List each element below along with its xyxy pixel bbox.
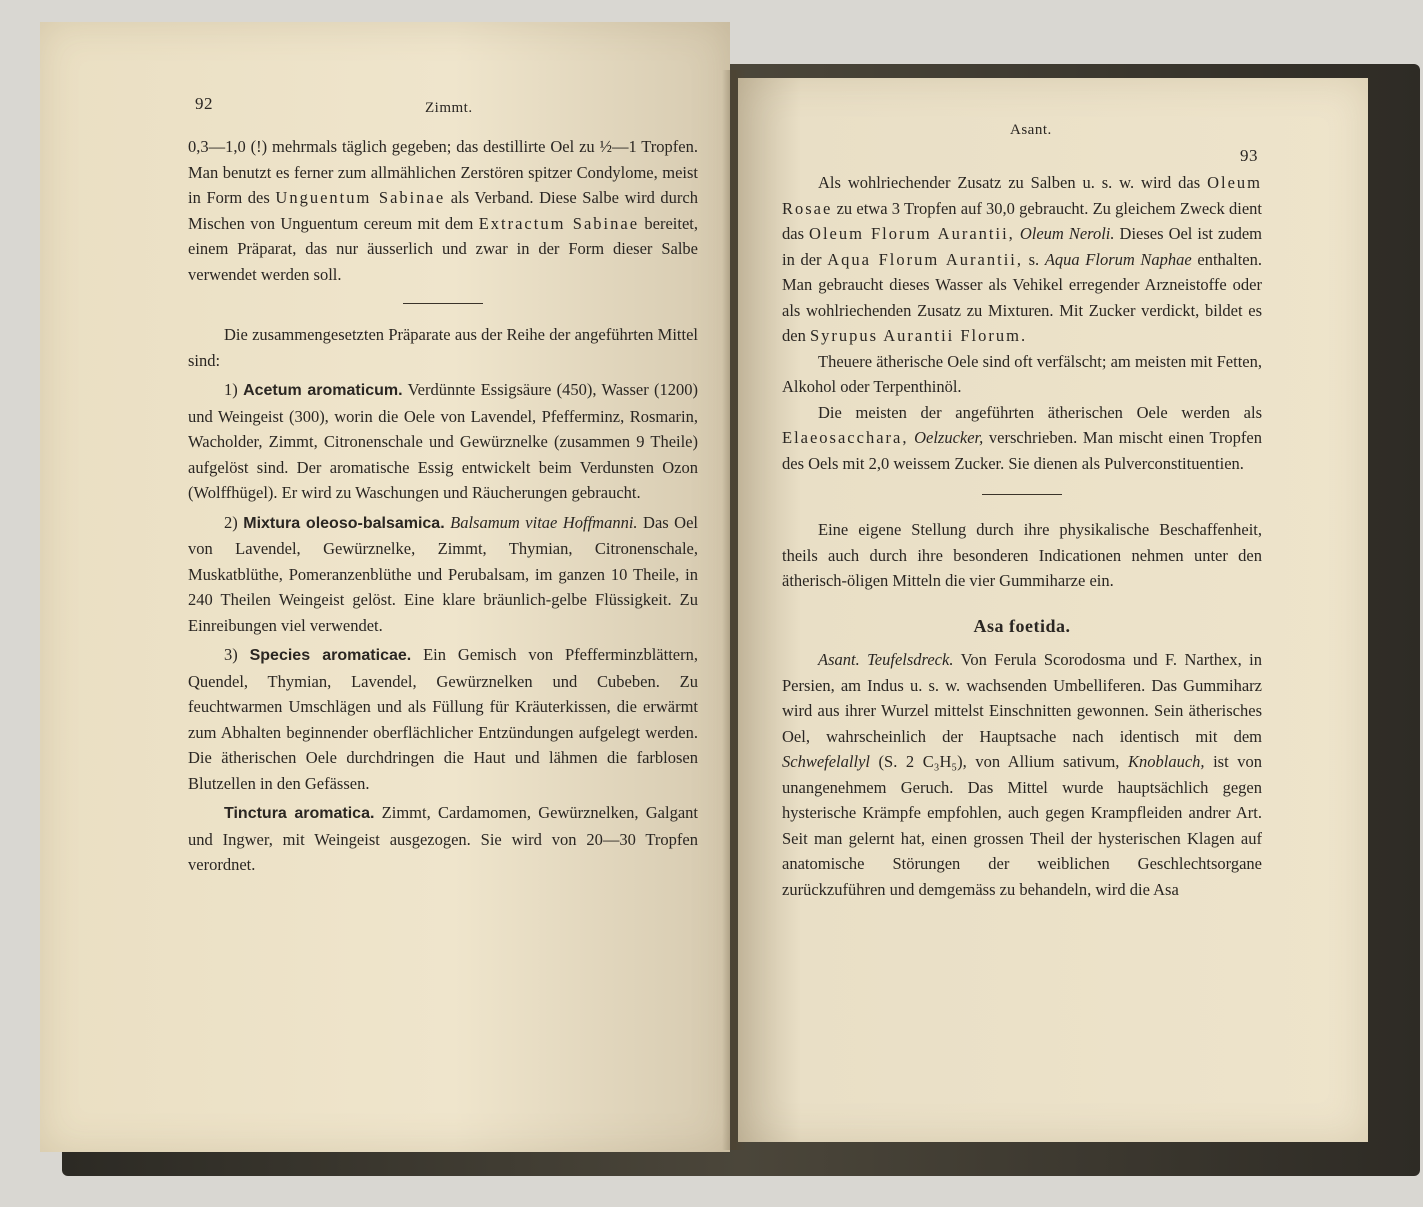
left-page [40,22,730,1152]
page-number: 93 [1240,146,1258,165]
opening-paragraph: 0,3—1,0 (!) mehrmals täglich gegeben; das destillirte Oel zu ½—1 Tropfen. Man benutzt es ferner zum allmählichen Zerstören spitzer Condylome, meist in Form des Unguentum Sabinae als Verband. Diese Salbe wird durch Mischen von Unguentum cereum mit dem Extractum Sabinae bereitet, einem Präparat, das nur äusserlich und zwar in der Form dieser Salbe verwendet werden soll. [188,137,698,284]
list-item: Tinctura aromatica. Zimmt, Cardamomen, Gewürznelken, Galgant und Ingwer, mit Weingeist ausgezogen. Sie wird von 20—30 Tropfen verordnet. [188,803,699,874]
paragraph: Eine eigene Stellung durch ihre physikalische Beschaffenheit, theils auch durch ihre besonderen Indicationen nehmen unter den ätherisch-öligen Mitteln die vier Gummiharze ein. [782,520,1262,590]
left-page-body [188,134,698,878]
paragraph: Als wohlriechender Zusatz zu Salben u. s. w. wird das Oleum Rosae zu etwa 3 Tropfen auf 30,0 gebraucht. Zu gleichem Zweck dient das Oleum Florum Aurantii, Oleum Neroli. Dieses Oel ist zudem in der Aqua Florum Aurantii, s. Aqua Florum Naphae enthalten. Man gebraucht dieses Wasser als Vehikel erregender Arzneistoffe oder als wohlriechenden Zusatz zu Mixturen. Mit Zucker verdickt, bildet es den Syrupus Aurantii Florum. [782,173,1263,345]
section-divider [982,494,1062,495]
page-number: 92 [195,94,213,113]
paragraph: Die meisten der angeführten ätherischen Oele werden als Elaeosacchara, Oelzucker, verschrieben. Man mischt einen Tropfen des Oels mit 2,0 weissem Zucker. Sie dienen als Pulverconstituentien. [782,402,1263,473]
list-item: 1) Acetum aromaticum. Verdünnte Essigsäure (450), Wasser (1200) und Weingeist (300), worin die Oele von Lavendel, Pfefferminz, Rosmarin, Wacholder, Zimmt, Citronenschale und Gewürznelke (zusammen 9 Theile) aufgelöst sind. Der aromatische Essig entwickelt beim Verdunsten Ozon (Wolffhügel). Er wird zu Waschungen und Räucherungen gebraucht. [188,380,699,502]
list-item: 2) Mixtura oleoso-balsamica. Balsamum vitae Hoffmanni. Das Oel von Lavendel, Gewürznelke, Zimmt, Thymian, Citronenschale, Muskatblüthe, Pomeranzenblüthe und Perubalsam, im ganzen 10 Theile, in 240 Theilen Weingeist gelöst. Eine klare bräunlich-gelbe Flüssigkeit. Zu Einreibungen viel verwendet. [188,512,698,635]
section-divider [403,303,483,304]
running-head: Zimmt. [425,100,473,116]
intro-paragraph: Die zusammengesetzten Präparate aus der Reihe der angeführten Mittel sind: [188,325,698,370]
right-page [738,78,1368,1142]
section-heading: Asa foetida. [973,615,1071,636]
right-page-body [782,170,1262,902]
paragraph: Asant. Teufelsdreck. Von Ferula Scorodosma und F. Narthex, in Persien, am Indus u. s. w. wachsenden Umbelliferen. Das Gummiharz wird aus ihrer Wurzel mittelst Einschnitten gewonnen. Sein ätherisches Oel, wahrscheinlich der Hauptsache nach identisch mit dem Schwefelallyl (S. 2 C₃H₅), von Allium sativum, Knoblauch, ist von unangenehmem Geruch. Das Mittel wurde hauptsächlich gegen hysterische Krämpfe empfohlen, auch gegen Krampfleiden andrer Art. Seit man gelernt hat, einen grossen Theil der hysterischen Klagen auf anatomische Störungen der weiblichen Geschlechtsorgane zurückzuführen und demgemäss zu behandeln, wird die Asa [782,650,1262,899]
paragraph: Theuere ätherische Oele sind oft verfälscht; am meisten mit Fetten, Alkohol oder Terpenthinöl. [782,351,1262,396]
list-item: 3) Species aromaticae. Ein Gemisch von Pfefferminzblättern, Quendel, Thymian, Lavendel, Gewürznelken und Cubeben. Zu feuchtwarmen Umschlägen und als Füllung für Kräuterkissen, die erwärmt zum Abhalten beginnender oberflächlicher Entzündungen aufgelegt werden. Die ätherischen Oele durchdringen die Haut und lähmen die farblosen Blutzellen in den Gefässen. [188,645,698,793]
running-head: Asant. [1010,122,1052,138]
